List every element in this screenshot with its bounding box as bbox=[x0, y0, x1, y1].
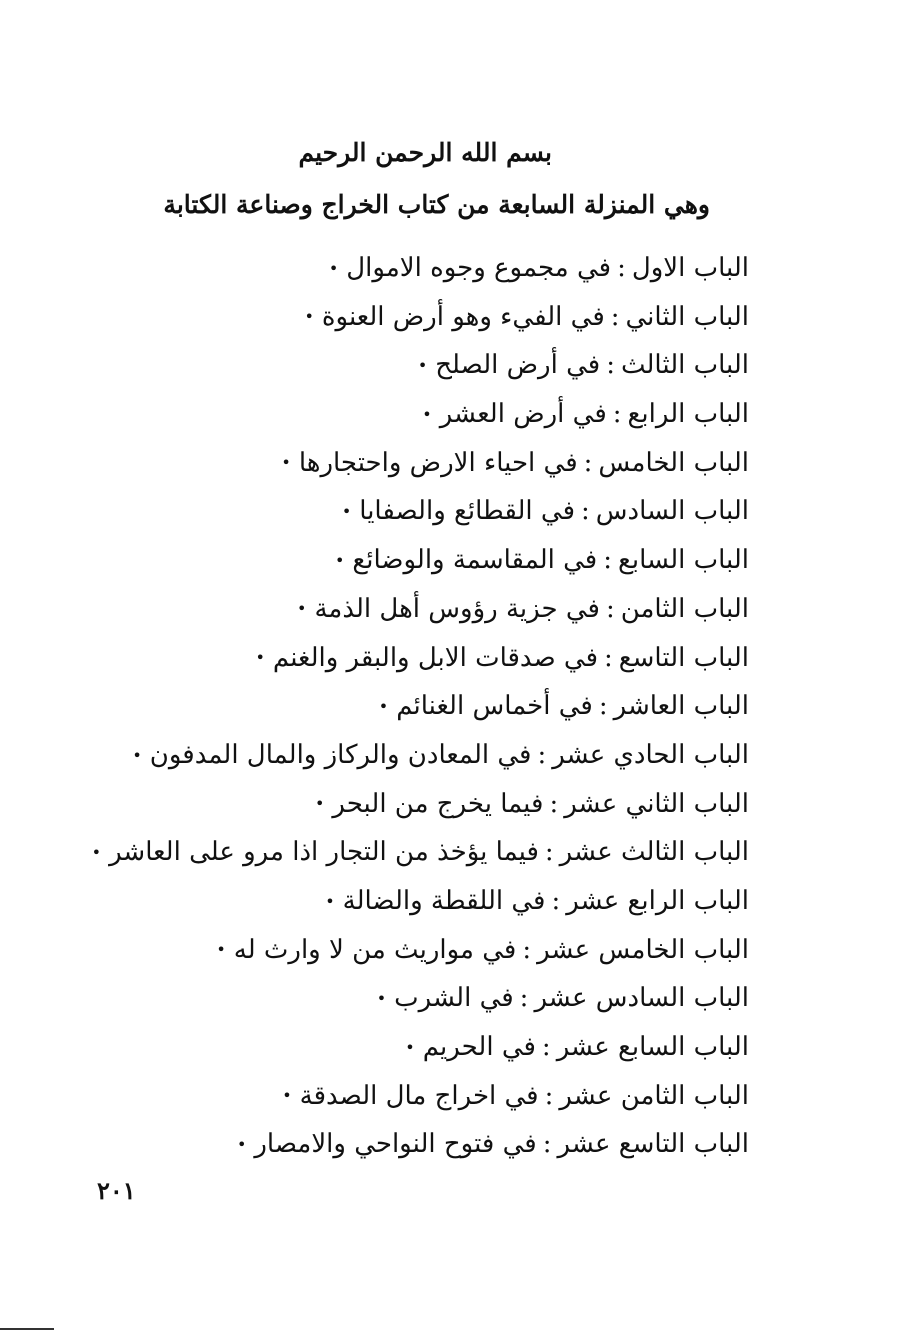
end-mark: • bbox=[216, 940, 226, 960]
chapter-topic: في اخراج مال الصدقة bbox=[299, 1080, 539, 1111]
chapter-item bbox=[92, 585, 749, 634]
chapter-topic: في أرض الصلح bbox=[435, 350, 601, 381]
chapter-topic: في مجموع وجوه الاموال bbox=[346, 253, 612, 283]
end-mark: • bbox=[325, 891, 335, 911]
chapter-name: الباب السابع عشر bbox=[556, 1032, 749, 1062]
separator: : bbox=[617, 253, 626, 283]
separator: : bbox=[542, 1129, 552, 1160]
separator: : bbox=[522, 934, 532, 965]
end-mark: • bbox=[297, 599, 307, 619]
end-mark: • bbox=[304, 307, 314, 327]
chapter-item bbox=[92, 341, 749, 390]
chapter-topic: في أرض العشر bbox=[439, 399, 607, 430]
end-mark: • bbox=[405, 1037, 415, 1057]
chapter-item bbox=[92, 1072, 749, 1121]
chapter-topic: في المقاسمة والوضائع bbox=[352, 545, 598, 576]
chapter-topic: في احياء الارض واحتجارها bbox=[298, 447, 578, 478]
chapter-name: الباب الثالث عشر bbox=[559, 837, 749, 868]
end-mark: • bbox=[236, 1135, 247, 1155]
separator: : bbox=[541, 1032, 551, 1062]
chapter-name: الباب الثالث bbox=[620, 350, 749, 381]
separator: : bbox=[519, 983, 529, 1014]
chapter-topic: فيما يؤخذ من التجار اذا مرو على العاشر bbox=[109, 837, 539, 868]
basmala: بسم الله الرحمن الرحيم bbox=[298, 138, 552, 167]
chapter-item bbox=[92, 439, 749, 488]
chapter-topic: في الفيء وهو أرض العنوة bbox=[321, 301, 605, 332]
chapter-name: الباب الثاني bbox=[625, 301, 749, 332]
chapter-name: الباب التاسع عشر bbox=[557, 1129, 749, 1160]
chapter-item bbox=[92, 244, 749, 293]
chapter-name: الباب العاشر bbox=[613, 691, 749, 722]
bottom-rule bbox=[0, 1328, 54, 1330]
chapter-item bbox=[92, 536, 749, 585]
chapter-list bbox=[92, 244, 749, 1169]
chapter-item bbox=[92, 293, 749, 342]
separator: : bbox=[551, 885, 561, 916]
end-mark: • bbox=[417, 356, 428, 376]
chapter-item bbox=[92, 828, 749, 877]
chapter-item bbox=[92, 974, 749, 1023]
chapter-item bbox=[92, 731, 749, 780]
chapter-name: الباب السادس عشر bbox=[534, 983, 749, 1014]
chapter-name: الباب الثامن عشر bbox=[559, 1080, 749, 1111]
chapter-name: الباب الثاني عشر bbox=[564, 788, 749, 819]
chapter-item bbox=[92, 1120, 749, 1169]
chapter-item bbox=[92, 926, 749, 975]
chapter-topic: في الشرب bbox=[394, 983, 514, 1014]
separator: : bbox=[605, 593, 615, 624]
chapter-topic: في فتوح النواحي والامصار bbox=[254, 1129, 537, 1160]
chapter-name: الباب التاسع bbox=[618, 642, 749, 673]
separator: : bbox=[612, 399, 622, 430]
separator: : bbox=[544, 1080, 554, 1111]
chapter-item bbox=[92, 390, 749, 439]
chapter-name: الباب الخامس bbox=[598, 447, 749, 478]
chapter-name: الباب الحادي عشر bbox=[552, 739, 749, 770]
separator: : bbox=[606, 350, 615, 381]
chapter-name: الباب الرابع عشر bbox=[566, 885, 749, 916]
separator: : bbox=[581, 496, 590, 527]
chapter-topic: في القطائع والصفايا bbox=[359, 496, 575, 527]
separator: : bbox=[610, 301, 620, 332]
chapter-topic: في صدقات الابل والبقر والغنم bbox=[272, 642, 599, 673]
separator: : bbox=[598, 691, 608, 722]
separator: : bbox=[544, 837, 554, 868]
separator: : bbox=[537, 739, 547, 770]
chapter-item bbox=[92, 780, 749, 829]
chapter-item bbox=[92, 877, 749, 926]
end-mark: • bbox=[422, 404, 432, 424]
end-mark: • bbox=[281, 453, 291, 473]
chapter-name: الباب الرابع bbox=[627, 399, 749, 430]
chapter-topic: في اللقطة والضالة bbox=[342, 885, 546, 916]
end-mark: • bbox=[255, 648, 265, 668]
end-mark: • bbox=[376, 988, 387, 1008]
chapter-topic: في جزية رؤوس أهل الذمة bbox=[314, 593, 600, 624]
section-heading: وهي المنزلة السابعة من كتاب الخراج وصناعة الكتابة bbox=[163, 190, 710, 219]
chapter-item bbox=[92, 634, 749, 683]
separator: : bbox=[604, 642, 613, 673]
chapter-topic: في أخماس الغنائم bbox=[396, 691, 593, 722]
end-mark: • bbox=[378, 696, 389, 716]
end-mark: • bbox=[314, 794, 325, 814]
chapter-topic: فيما يخرج من البحر bbox=[332, 788, 544, 819]
chapter-name: الباب الاول bbox=[631, 253, 749, 283]
end-mark: • bbox=[282, 1086, 292, 1106]
chapter-name: الباب الخامس عشر bbox=[537, 934, 749, 965]
separator: : bbox=[583, 447, 593, 478]
chapter-name: الباب الثامن bbox=[620, 593, 749, 624]
end-mark: • bbox=[91, 842, 102, 862]
chapter-item bbox=[92, 682, 749, 731]
end-mark: • bbox=[341, 502, 352, 522]
chapter-name: الباب السادس bbox=[595, 496, 749, 527]
chapter-item bbox=[92, 1023, 749, 1072]
separator: : bbox=[603, 545, 612, 576]
chapter-name: الباب السابع bbox=[618, 545, 749, 576]
chapter-item bbox=[92, 487, 749, 536]
separator: : bbox=[549, 788, 559, 819]
end-mark: • bbox=[328, 258, 339, 278]
end-mark: • bbox=[334, 550, 345, 570]
page-number: ٢٠١ bbox=[97, 1176, 136, 1205]
chapter-topic: في المعادن والركاز والمال المدفون bbox=[149, 739, 532, 770]
end-mark: • bbox=[132, 745, 142, 765]
chapter-topic: في مواريث من لا وارث له bbox=[233, 934, 517, 965]
chapter-topic: في الحريم bbox=[422, 1032, 536, 1062]
